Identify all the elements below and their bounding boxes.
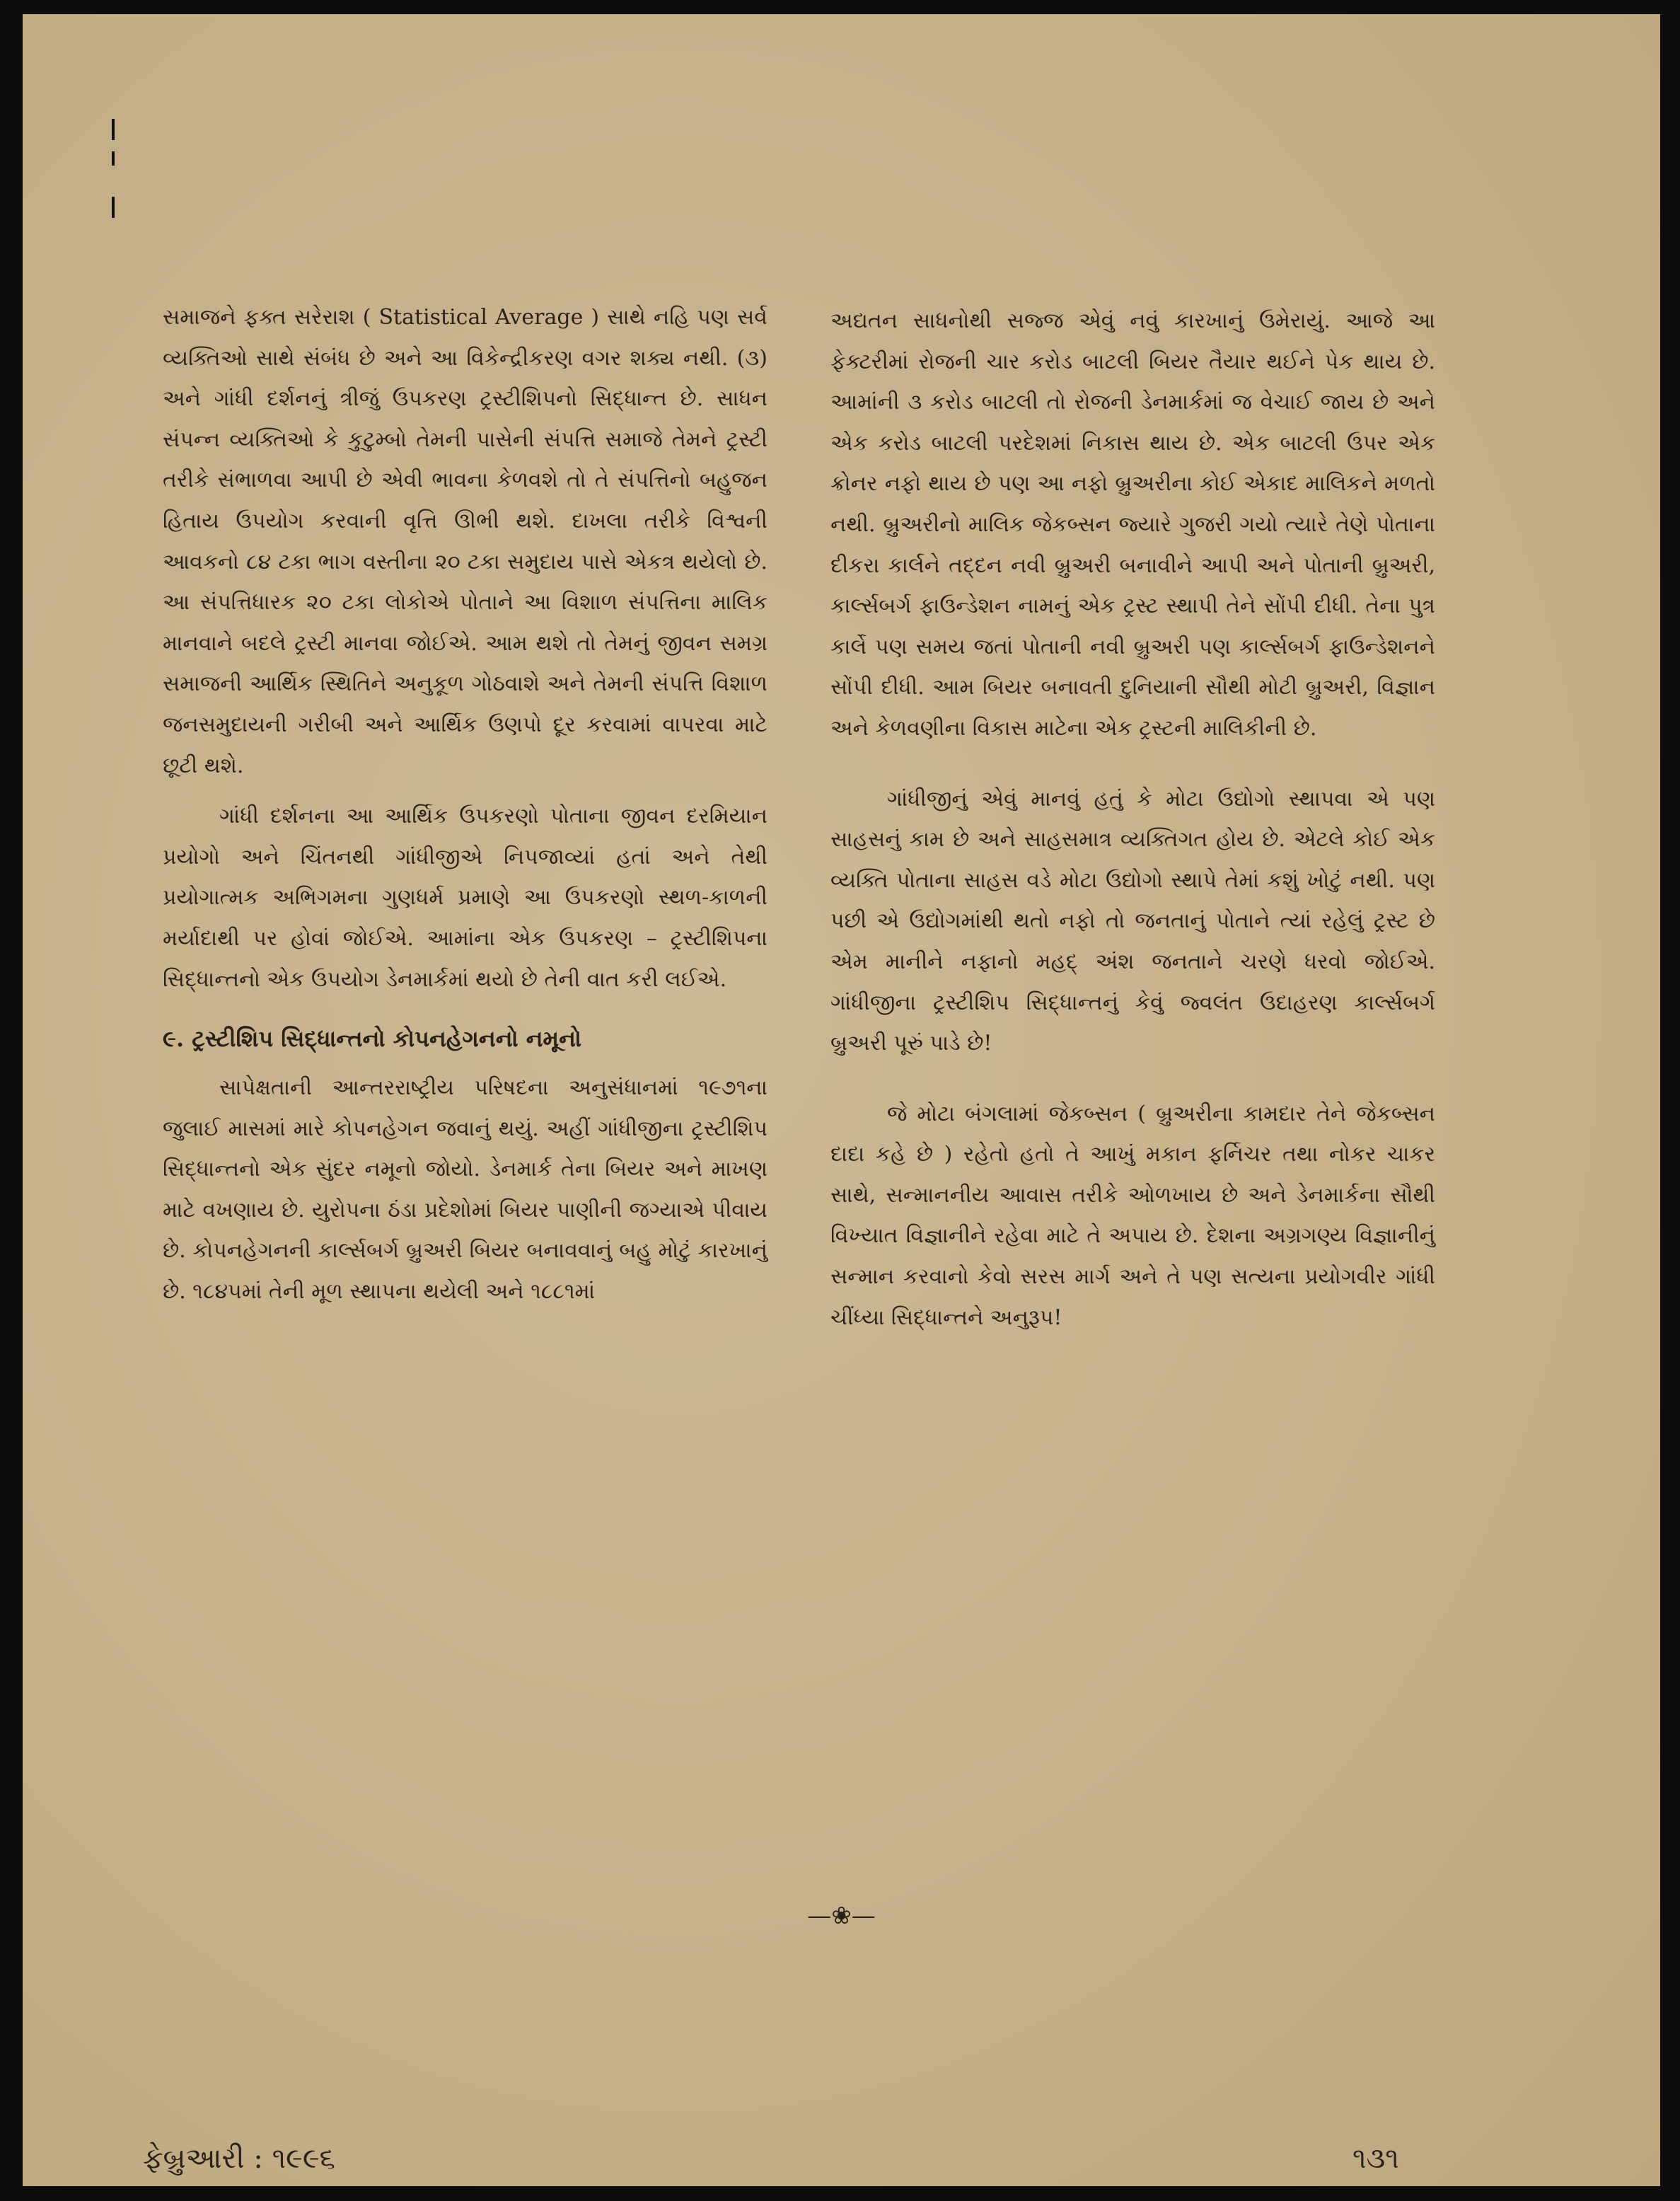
binding-mark-3 (112, 197, 115, 218)
right-paragraph-1: અદ્યતન સાધનોથી સજ્જ એવું નવું કારખાનું ઉમેરાયું. આજે આ ફેક્ટરીમાં રોજની ચાર કરોડ બાટલી બિયર તૈયાર થઈને પેક થાય છે. આમાંની ૩ કરોડ બાટલી તો રોજની ડેનમાર્કમાં જ વેચાઈ જાય છે અને એક કરોડ બાટલી પરદેશમાં નિકાસ થાય છે. એક બાટલી ઉપર એક ક્રોનર નફો થાય છે પણ આ નફો બ્રુઅરીના કોઈ એકાદ માલિકને મળતો નથી. બ્રુઅરીનો માલિક જેકબ્સન જ્યારે ગુજરી ગયો ત્યારે તેણે પોતાના દીકરા કાર્લને તદ્દન નવી બ્રુઅરી બનાવીને આપી અને પોતાની બ્રુઅરી, કાર્લ્સબર્ગ ફાઉન્ડેશન નામનું એક ટ્રસ્ટ સ્થાપી તેને સોંપી દીધી. તેના પુત્ર કાર્લે પણ સમય જતાં પોતાની નવી બ્રુઅરી પણ કાર્લ્સબર્ગ ફાઉન્ડેશનને સોંપી દીધી. આમ બિયર બનાવતી દુનિયાની સૌથી મોટી બ્રુઅરી, વિજ્ઞાન અને કેળવણીના વિકાસ માટેના એક ટ્રસ્ટની માલિકીની છે. (830, 308, 1435, 741)
footer-issue-date: ફેબ્રુઆરી : ૧૯૯૬ (143, 2142, 335, 2175)
right-paragraph-3: જે મોટા બંગલામાં જેકબ્સન ( બ્રુઅરીના કામદાર તેને જેકબ્સન દાદા કહે છે ) રહેતો હતો તે આખું મકાન ફર્નિચર તથા નોકર ચાકર સાથે, સન્માનનીય આવાસ તરીકે ઓળખાય છે અને ડેનમાર્કના સૌથી વિખ્યાત વિજ્ઞાનીને રહેવા માટે તે અપાય છે. દેશના અગ્રગણ્ય વિજ્ઞાનીનું સન્માન કરવાનો કેવો સરસ માર્ગ અને તે પણ સત્યના પ્રયોગવીર ગાંધી ચીંધ્યા સિદ્ધાન્તને અનુરૂપ! (830, 1101, 1435, 1330)
footer-page-number: ૧૩૧ (1352, 2142, 1399, 2175)
document-page (23, 14, 1660, 2186)
left-paragraph-3: સાપેક્ષતાની આન્તરરાષ્ટ્રીય પરિષદના અનુસંધાનમાં ૧૯૭૧ના જુલાઈ માસમાં મારે કોપનહેગન જવાનું થયું. અહીં ગાંધીજીના ટ્રસ્ટીશિપ સિદ્ધાન્તનો એક સુંદર નમૂનો જોયો. ડેનમાર્ક તેના બિયર અને માખણ માટે વખણાય છે. યુરોપના ઠંડા પ્રદેશોમાં બિયર પાણીની જગ્યાએ પીવાય છે. કોપનહેગનની કાર્લ્સબર્ગ બ્રુઅરી બિયર બનાવવાનું બહુ મોટું કારખાનું છે. ૧૮૪૫માં તેની મૂળ સ્થાપના થયેલી અને ૧૮૮૧માં (163, 1075, 767, 1305)
right-paragraph-2: ગાંધીજીનું એવું માનવું હતું કે મોટા ઉદ્યોગો સ્થાપવા એ પણ સાહસનું કામ છે અને સાહસમાત્ર વ્યક્તિગત હોય છે. એટલે કોઈ એક વ્યક્તિ પોતાના સાહસ વડે મોટા ઉદ્યોગો સ્થાપે તેમાં કશું ખોટું નથી. પણ પછી એ ઉદ્યોગમાંથી થતો નફો તો જનતાનું પોતાને ત્યાં રહેલું ટ્રસ્ટ છે એમ માનીને નફાનો મહદ્ અંશ જનતાને ચરણે ધરવો જોઈએ. ગાંધીજીના ટ્રસ્ટીશિપ સિદ્ધાન્તનું કેવું જ્વલંત ઉદાહરણ કાર્લ્સબર્ગ બ્રુઅરી પૂરું પાડે છે! (830, 786, 1435, 1056)
left-column (163, 297, 767, 1312)
binding-mark-1 (112, 119, 115, 140)
section-end-ornament: —❀— (807, 1902, 876, 1930)
section-heading: ૯. ટ્રસ્ટીશિપ સિદ્ધાન્તનો કોપનહેગનનો નમૂનો (163, 1025, 581, 1053)
right-column (830, 301, 1435, 1338)
left-paragraph-1: સમાજને ફક્ત સરેરાશ ( Statistical Average ) સાથે નહિ પણ સર્વ વ્યક્તિઓ સાથે સંબંધ છે અને આ વિકેન્દ્રીકરણ વગર શક્ય નથી. (૩) અને ગાંધી દર્શનનું ત્રીજું ઉપકરણ ટ્રસ્ટીશિપનો સિદ્ધાન્ત છે. સાધન સંપન્ન વ્યક્તિઓ કે કુટુમ્બો તેમની પાસેની સંપત્તિ સમાજે તેમને ટ્રસ્ટી તરીકે સંભાળવા આપી છે એવી ભાવના કેળવશે તો તે સંપત્તિનો બહુજન હિતાય ઉપયોગ કરવાની વૃત્તિ ઊભી થશે. દાખલા તરીકે વિશ્વની આવકનો ૮૪ ટકા ભાગ વસ્તીના ૨૦ ટકા સમુદાય પાસે એકત્ર થયેલો છે. આ સંપત્તિધારક ૨૦ ટકા લોકોએ પોતાને આ વિશાળ સંપત્તિના માલિક માનવાને બદલે ટ્રસ્ટી માનવા જોઈએ. આમ થશે તો તેમનું જીવન સમગ્ર સમાજની આર્થિક સ્થિતિને અનુકૂળ ગોઠવાશે અને તેમની સંપત્તિ વિશાળ જનસમુદાયની ગરીબી અને આર્થિક ઉણપો દૂર કરવામાં વાપરવા માટે છૂટી થશે. (163, 305, 767, 778)
binding-mark-2 (112, 151, 115, 166)
left-paragraph-2: ગાંધી દર્શનના આ આર્થિક ઉપકરણો પોતાના જીવન દરમિયાન પ્રયોગો અને ચિંતનથી ગાંધીજીએ નિપજાવ્યાં હતાં અને તેથી પ્રયોગાત્મક અભિગમના ગુણધર્મ પ્રમાણે આ ઉપકરણો સ્થળ-કાળની મર્યાદાથી પર હોવાં જોઈએ. આમાંના એક ઉપકરણ – ટ્રસ્ટીશિપના સિદ્ધાન્તનો એક ઉપયોગ ડેનમાર્કમાં થયો છે તેની વાત કરી લઈએ. (163, 804, 767, 992)
